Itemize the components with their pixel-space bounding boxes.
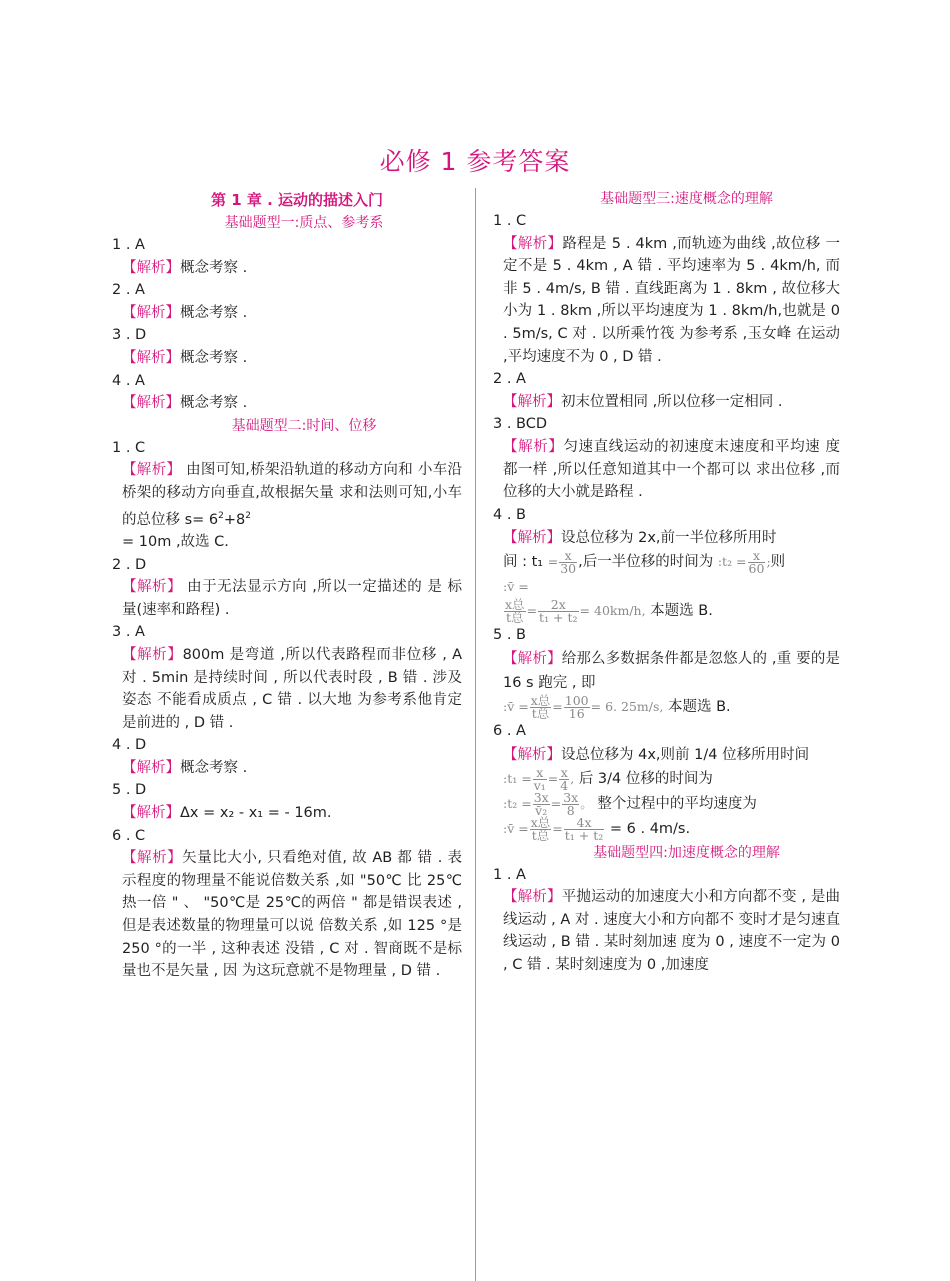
- explanation-text: 概念考察 .: [180, 304, 248, 321]
- answer-explanation: [112, 644, 462, 734]
- answer-number: 2 . D: [112, 556, 147, 573]
- answer-number: 3 . A: [112, 624, 145, 641]
- explanation-text: 设总位移为 4x,则前 1/4 位移所用时间: [561, 746, 810, 763]
- analysis-tag: 【解析】: [503, 530, 561, 547]
- formula: :t₂ = $\frac{3x}{\text{v̄₂}}$ = $\frac{3x}{8}$ 。: [503, 789, 593, 818]
- explanation-text: 路程是 5 . 4km ,而轨迹为曲线 ,故位移 一定不是 5 . 4km , A 错 . 平均速率为 5 . 4km/h, 而非 5 . 4m/s, B 错 . 直线距离为 1 . 8km , 故位移大小为 1 . 8km ,所以平均速度为 1 . 8km/h,也就是 0 . 5m/s, C 对 . 以所乘竹筏 为参考系 ,玉女峰 在运动 ,平均速度不为 0 , D 错 .: [503, 235, 840, 365]
- section-heading-3: 基础题型三:速度概念的理解: [600, 191, 773, 207]
- analysis-tag: 【解析】: [122, 259, 180, 276]
- explanation-text: 6: [208, 511, 219, 528]
- analysis-tag: 【解析】: [503, 889, 562, 906]
- answer-number: 6 . C: [112, 827, 146, 844]
- answer-number: 5 . B: [493, 627, 527, 644]
- analysis-tag: 【解析】: [122, 395, 180, 412]
- answer-explanation: [112, 302, 462, 325]
- answer-number: 2 . A: [112, 282, 145, 299]
- explanation-text: ,后一半位移的时间为: [578, 554, 714, 571]
- answer-explanation: [493, 886, 840, 976]
- superscript: 2: [218, 510, 224, 521]
- analysis-tag: 【解析】: [122, 462, 182, 479]
- answer-number: 1 . A: [112, 237, 145, 253]
- section-heading-2: 基础题型二:时间、位移: [231, 417, 377, 434]
- answer-number: 4 . D: [112, 737, 147, 754]
- answer-explanation: [493, 743, 840, 842]
- explanation-text: 匀速直线运动的初速度末速度和平均速 度都一样 ,所以任意知道其中一个都可以 求出位移 ,而位移的大小就是路程 .: [503, 438, 841, 501]
- answer-number: 3 . BCD: [493, 416, 548, 433]
- analysis-tag: 【解析】: [122, 304, 180, 321]
- explanation-text: 800m 是弯道 ,所以代表路程而非位移 , A 对 . 5min 是持续时间 , 所以代表时段 , B 错 . 涉及姿态 不能看成质点 , C 错 . 以大地 为参考系他肯定是前进的 , D 错 .: [122, 646, 463, 731]
- explanation-text: 概念考察 .: [180, 395, 248, 412]
- analysis-tag: 【解析】: [503, 746, 561, 763]
- formula: = $\frac{x}{30}$: [547, 548, 577, 577]
- explanation-text: = 10m ,故选 C.: [122, 533, 229, 550]
- explanation-text: 设总位移为 2x,前一半位移所用时: [561, 530, 777, 547]
- formula: :v̄ =: [503, 579, 529, 595]
- answer-number: 4 . A: [112, 372, 145, 389]
- formula: :v̄ = $\frac{\text{x总}}{\text{t总}}$ = $\frac{100}{16}$ = 6. 25m/s,: [503, 692, 664, 721]
- explanation-text: +8: [223, 511, 246, 528]
- chapter-heading: 第 1 章 . 运动的描述入门: [210, 191, 384, 209]
- answer-explanation: [493, 526, 840, 624]
- explanation-text: 本题选 B.: [667, 698, 731, 715]
- answer-explanation: [493, 233, 840, 369]
- analysis-tag: 【解析】: [503, 393, 561, 410]
- answer-explanation: [112, 392, 462, 415]
- explanation-text: 后 3/4 位移的时间为: [578, 770, 713, 787]
- answer-explanation: [112, 347, 462, 370]
- answer-explanation: [112, 576, 462, 621]
- answer-explanation: [112, 257, 462, 280]
- formula: $\frac{\text{x总}}{\text{t总}}$ = $\frac{2x}{\text{t₁ + t₂}}$ = 40km/h,: [505, 597, 646, 626]
- answer-explanation: [112, 459, 462, 553]
- answer-number: 1 . A: [493, 866, 526, 883]
- analysis-tag: 【解析】: [503, 650, 562, 667]
- analysis-tag: 【解析】: [503, 438, 564, 455]
- answer-explanation: [493, 436, 840, 504]
- answer-explanation: [112, 757, 462, 780]
- explanation-text: 本题选 B.: [650, 603, 713, 620]
- formula: :t₂ = $\frac{x}{60}$ ;: [717, 548, 771, 577]
- answer-number: 1 . C: [493, 213, 527, 229]
- explanation-text: 概念考察 .: [180, 259, 248, 276]
- explanation-text: 初末位置相同 ,所以位移一定相同 .: [561, 393, 783, 410]
- explanation-text: 间 : t₁: [503, 554, 544, 571]
- answer-number: 1 . C: [112, 439, 146, 456]
- explanation-text: 概念考察 .: [180, 759, 248, 776]
- formula: :v̄ = $\frac{\text{x总}}{\text{t总}}$ = $\frac{4x}{\text{t₁ + t₂}}$: [503, 814, 604, 843]
- answer-number: 4 . B: [493, 506, 527, 523]
- explanation-text: 由于无法显示方向 ,所以一定描述的 是 标量(速率和路程) .: [122, 579, 463, 618]
- section-heading-1: 基础题型一:质点、参考系: [224, 215, 384, 231]
- analysis-tag: 【解析】: [122, 579, 182, 596]
- explanation-text: 整个过程中的平均速度为: [597, 795, 757, 812]
- analysis-tag: 【解析】: [122, 850, 183, 867]
- answer-explanation: [493, 647, 840, 720]
- analysis-tag: 【解析】: [122, 759, 180, 776]
- explanation-text: 矢量比大小, 只看绝对值, 故 AB 都 错 . 表示程度的物理量不能说倍数关系 ,如 "50℃ 比 25℃热一倍 " 、 "50℃是 25℃的两倍 " 都是错误表述 ,但是表述数量的物理量可以说 倍数关系 ,如 125 °是 250 °的一半 , 这种表述 没错 , C 对 . 智商既不是标量也不是矢量 , 因 为这玩意就不是物理量 , D 错 .: [122, 850, 462, 980]
- analysis-tag: 【解析】: [122, 646, 183, 663]
- analysis-tag: 【解析】: [122, 349, 180, 366]
- answer-number: 6 . A: [493, 722, 526, 739]
- answer-explanation: [493, 391, 840, 414]
- explanation-text: 概念考察 .: [180, 349, 248, 366]
- analysis-tag: 【解析】: [503, 235, 563, 252]
- formula: :t₁ = $\frac{x}{\text{v₁}}$ = $\frac{x}{4}$ ,: [503, 764, 575, 793]
- column-divider: [475, 188, 476, 1281]
- answer-number: 3 . D: [112, 327, 147, 344]
- explanation-text: 给那么多数据条件都是忽悠人的 ,重 要的是 16 s 跑完 , 即: [503, 650, 841, 691]
- left-column: [112, 188, 462, 983]
- explanation-text: Δx = x₂ - x₁ = - 16m.: [180, 805, 332, 822]
- answer-explanation: [112, 847, 462, 983]
- explanation-text: 平抛运动的加速度大小和方向都不变 , 是曲线运动 , A 对 . 速度大小和方向都不 变时才是匀速直线运动 , B 错 . 某时刻加速 度为 0 , 速度不一定为 0 , C 错 . 某时刻速度为 0 ,加速度: [503, 889, 841, 973]
- answer-number: 2 . A: [493, 371, 526, 388]
- explanation-text: 由图可知,桥架沿轨道的移动方向和 小车沿桥架的移动方向垂直,故根据矢量 求和法则可知,小车的总位移 s=: [122, 462, 463, 528]
- analysis-tag: 【解析】: [122, 805, 180, 822]
- right-column: [493, 188, 840, 976]
- explanation-text: 则: [770, 554, 786, 571]
- answer-explanation: [112, 802, 462, 825]
- section-heading-4: 基础题型四:加速度概念的理解: [593, 844, 780, 861]
- superscript: 2: [245, 510, 251, 521]
- explanation-text: = 6 . 4m/s.: [609, 820, 691, 837]
- page-title: 必修 1 参考答案: [379, 147, 571, 176]
- answer-number: 5 . D: [112, 782, 147, 799]
